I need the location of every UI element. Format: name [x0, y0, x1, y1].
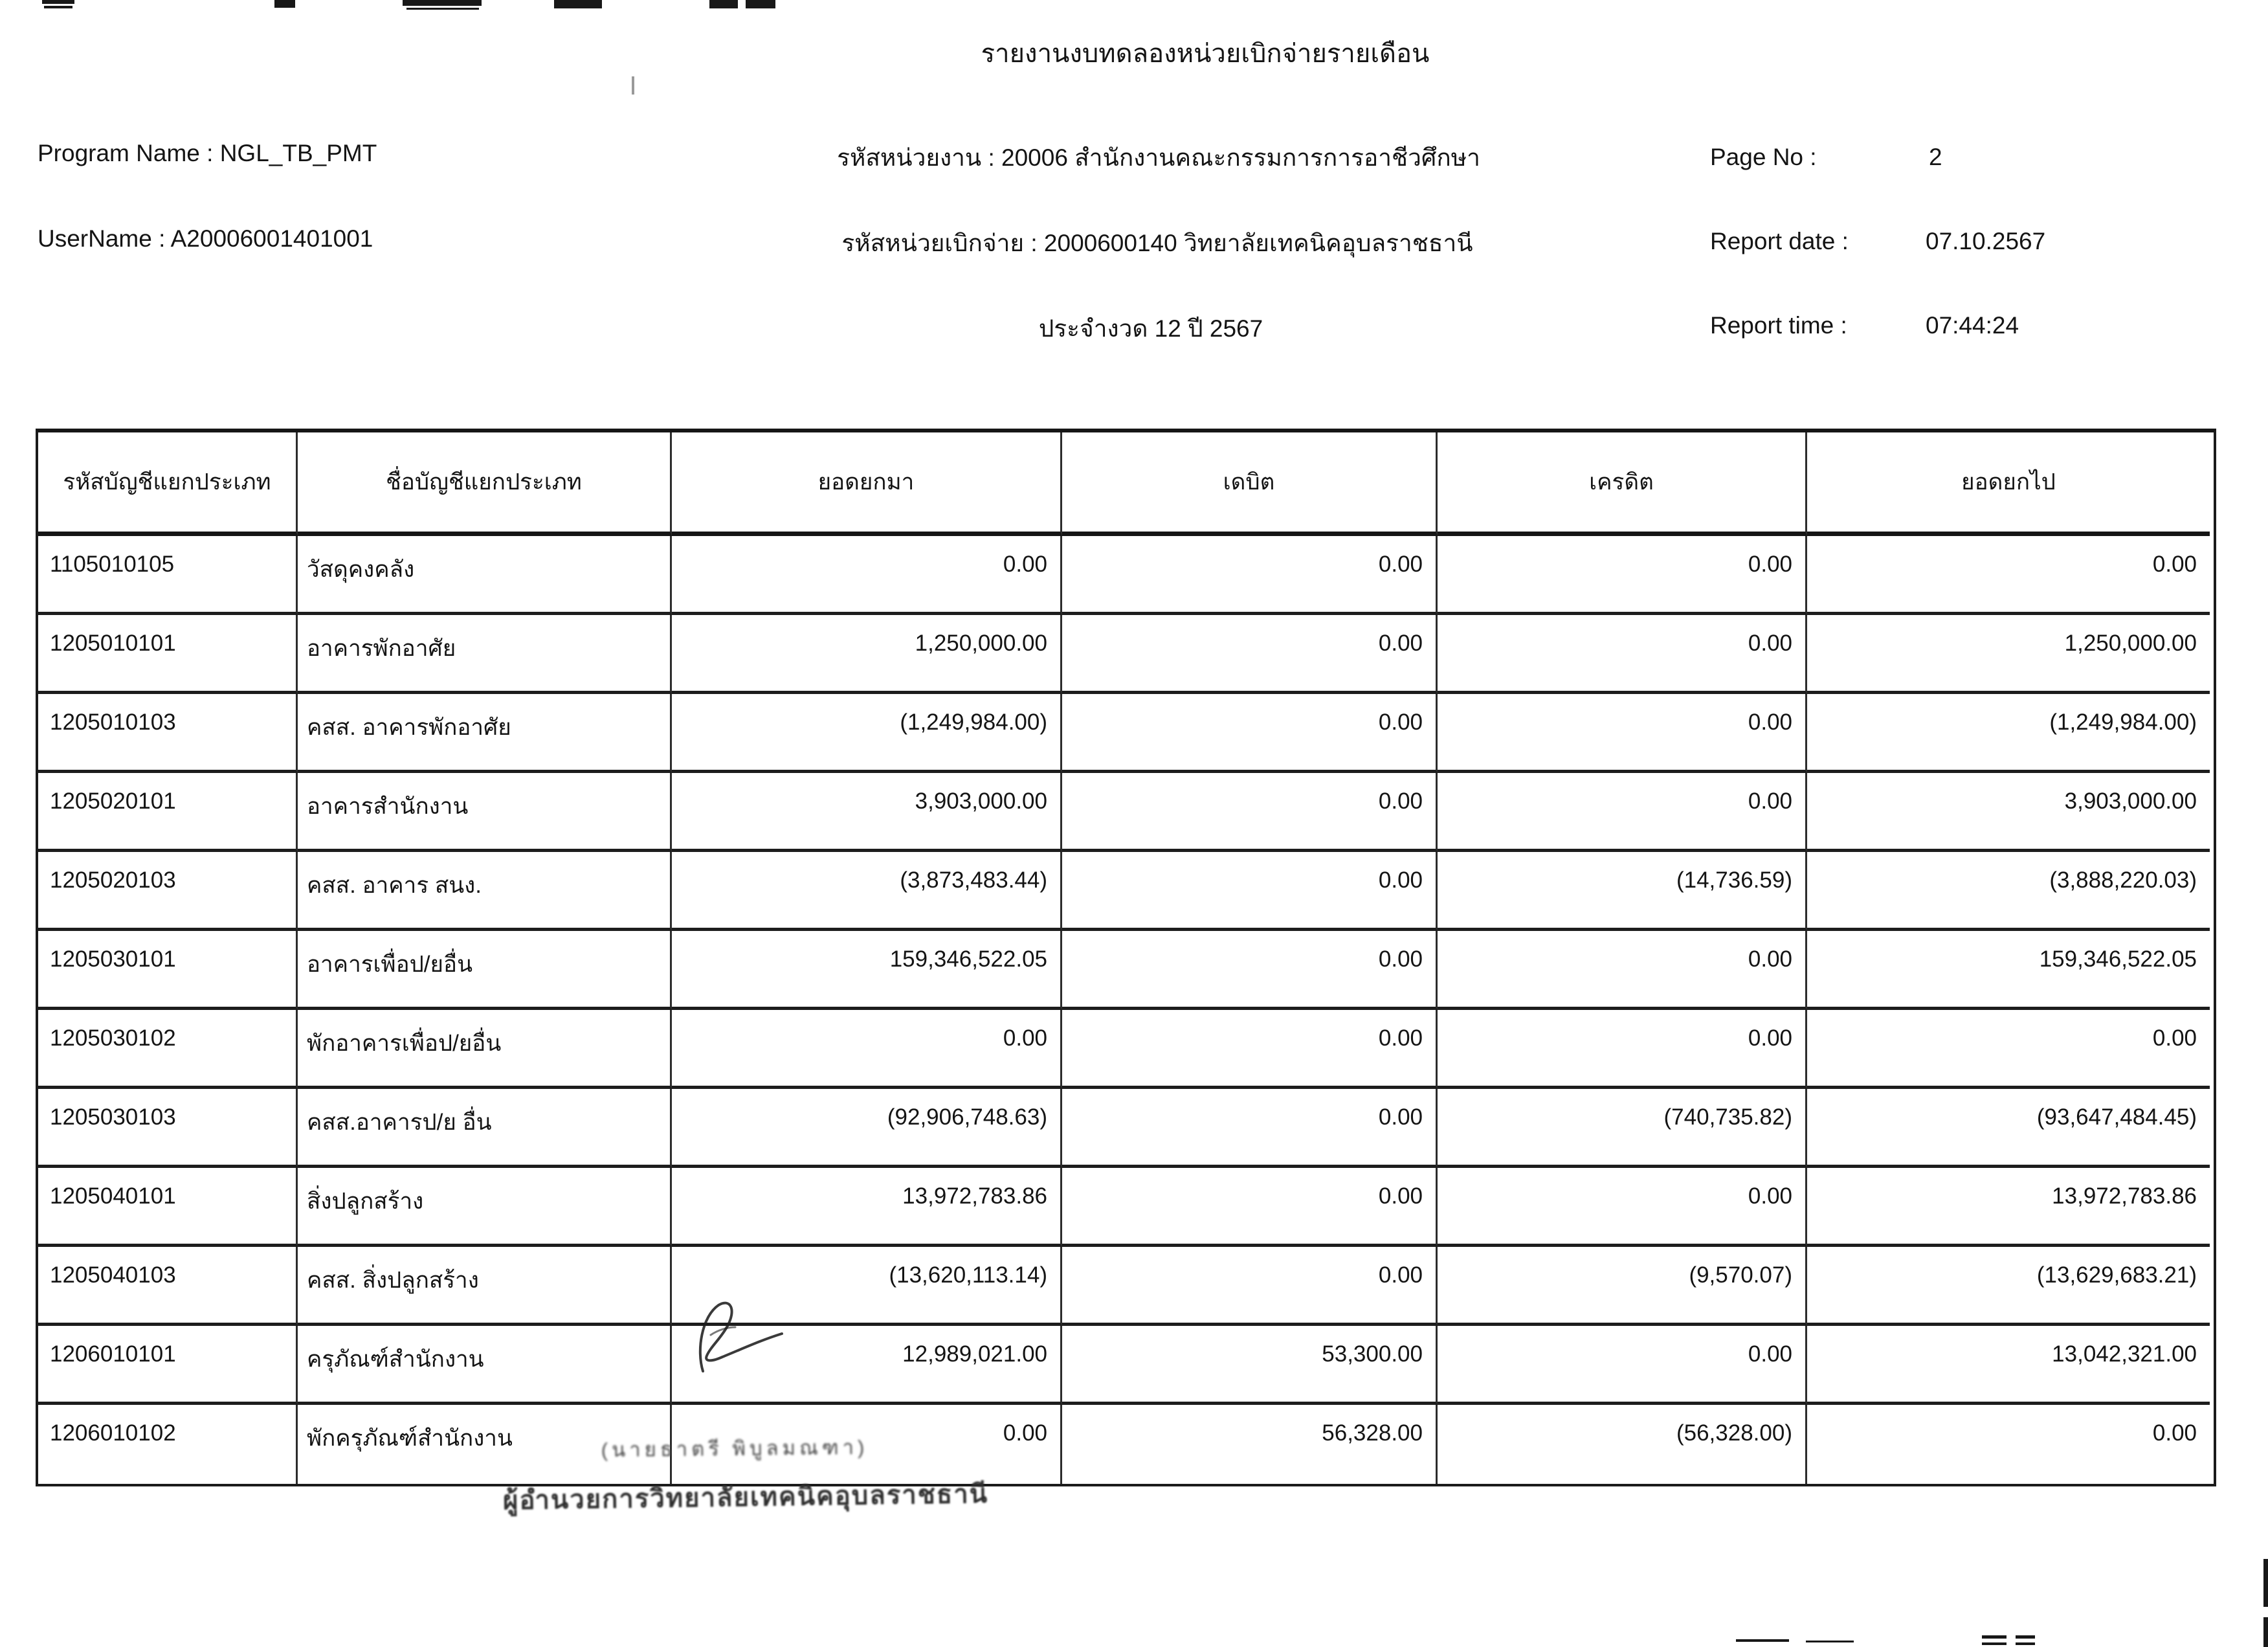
cell-code: 1205030101 — [38, 931, 298, 1010]
cell-debit: 0.00 — [1062, 931, 1438, 1010]
cell-closing: 0.00 — [1807, 1010, 2210, 1089]
cell-debit: 0.00 — [1062, 694, 1438, 773]
cell-name: อาคารเพื่อป/ยอื่น — [298, 931, 672, 1010]
scan-artifact — [746, 0, 775, 8]
cell-code: 1205040101 — [38, 1168, 298, 1247]
scan-artifact — [2263, 1559, 2268, 1607]
cell-code: 1105010105 — [38, 536, 298, 615]
scan-artifact — [42, 0, 74, 4]
cell-debit: 56,328.00 — [1062, 1405, 1438, 1484]
scan-artifact — [709, 0, 738, 8]
table-row — [38, 1168, 2214, 1247]
table-row — [38, 1405, 2214, 1484]
cell-closing: 13,972,783.86 — [1807, 1168, 2210, 1247]
page-no-label: Page No : — [1710, 144, 1817, 170]
page-no-value: 2 — [1929, 144, 1942, 170]
cell-credit: 0.00 — [1438, 1010, 1807, 1089]
cell-code: 1205020103 — [38, 852, 298, 931]
scan-artifact — [274, 0, 295, 8]
scan-artifact — [1806, 1641, 1854, 1642]
stamp-signer-name: (นายธาตรี พิบูลมณฑา) — [601, 1435, 869, 1462]
cell-opening: (13,620,113.14) — [672, 1247, 1062, 1326]
table-row — [38, 931, 2214, 1010]
cell-debit: 0.00 — [1062, 615, 1438, 694]
cell-closing: (93,647,484.45) — [1807, 1089, 2210, 1168]
table-row — [38, 1326, 2214, 1405]
cell-code: 1205040103 — [38, 1247, 298, 1326]
cell-debit: 0.00 — [1062, 536, 1438, 615]
report-date-label: Report date : — [1710, 228, 1849, 254]
scan-artifact — [1982, 1635, 2007, 1639]
cell-credit: 0.00 — [1438, 1326, 1807, 1405]
cell-debit: 0.00 — [1062, 1089, 1438, 1168]
cell-credit: (9,570.07) — [1438, 1247, 1807, 1326]
column-header-opening-balance: ยอดยกมา — [672, 432, 1062, 536]
cell-closing: (13,629,683.21) — [1807, 1247, 2210, 1326]
scan-artifact — [2263, 1617, 2268, 1647]
scan-artifact — [2016, 1642, 2035, 1645]
cell-opening: 13,972,783.86 — [672, 1168, 1062, 1247]
scan-artifact — [2016, 1635, 2035, 1639]
cell-credit: 0.00 — [1438, 694, 1807, 773]
cell-opening: (1,249,984.00) — [672, 694, 1062, 773]
table-row — [38, 1010, 2214, 1089]
scan-artifact — [554, 0, 602, 8]
cell-credit: (740,735.82) — [1438, 1089, 1807, 1168]
table-row — [38, 536, 2214, 615]
cell-name: คสส. อาคารพักอาศัย — [298, 694, 672, 773]
cell-debit: 53,300.00 — [1062, 1326, 1438, 1405]
cell-name: ครุภัณฑ์สำนักงาน — [298, 1326, 672, 1405]
cell-credit: 0.00 — [1438, 1168, 1807, 1247]
cell-opening: 159,346,522.05 — [672, 931, 1062, 1010]
period-line: ประจำงวด 12 ปี 2567 — [1038, 315, 1263, 342]
trial-balance-table — [36, 429, 2216, 1486]
cell-code: 1205030102 — [38, 1010, 298, 1089]
table-row — [38, 615, 2214, 694]
report-title: รายงานงบทดลองหน่วยเบิกจ่ายรายเดือน — [981, 39, 1430, 68]
table-row — [38, 694, 2214, 773]
cell-name: อาคารสำนักงาน — [298, 773, 672, 852]
cell-credit: 0.00 — [1438, 773, 1807, 852]
cell-closing: 1,250,000.00 — [1807, 615, 2210, 694]
scan-artifact — [1736, 1639, 1789, 1642]
scan-artifact — [1982, 1642, 2007, 1645]
cell-code: 1206010101 — [38, 1326, 298, 1405]
unit-line: รหัสหน่วยเบิกจ่าย : 2000600140 วิทยาลัยเทคนิคอุบลราชธานี — [841, 230, 1473, 256]
column-header-credit: เครดิต — [1438, 432, 1807, 536]
report-date-value: 07.10.2567 — [1926, 228, 2046, 254]
stamp-signer-title: ผู้อำนวยการวิทยาลัยเทคนิคอุบลราชธานี — [502, 1479, 989, 1516]
cell-code: 1205010103 — [38, 694, 298, 773]
cell-opening: 3,903,000.00 — [672, 773, 1062, 852]
cell-credit: 0.00 — [1438, 536, 1807, 615]
trial-balance-table-body — [38, 536, 2214, 1484]
cell-name: อาคารพักอาศัย — [298, 615, 672, 694]
program-name: Program Name : NGL_TB_PMT — [38, 140, 377, 166]
username: UserName : A20006001401001 — [38, 225, 373, 252]
report-time-value: 07:44:24 — [1926, 312, 2019, 339]
scan-artifact — [403, 0, 482, 6]
report-time-label: Report time : — [1710, 312, 1847, 339]
cell-code: 1205010101 — [38, 615, 298, 694]
cell-opening: 0.00 — [672, 1405, 1062, 1484]
cell-closing: 3,903,000.00 — [1807, 773, 2210, 852]
column-header-account-code: รหัสบัญชีแยกประเภท — [38, 432, 298, 536]
cell-closing: 159,346,522.05 — [1807, 931, 2210, 1010]
cell-name: คสส.อาคารป/ย อื่น — [298, 1089, 672, 1168]
cell-opening: 0.00 — [672, 1010, 1062, 1089]
org-line: รหัสหน่วยงาน : 20006 สำนักงานคณะกรรมการการอาชีวศึกษา — [837, 144, 1480, 171]
cell-closing: (3,888,220.03) — [1807, 852, 2210, 931]
cell-name: พักครุภัณฑ์สำนักงาน — [298, 1405, 672, 1484]
cell-opening: (92,906,748.63) — [672, 1089, 1062, 1168]
cell-credit: (14,736.59) — [1438, 852, 1807, 931]
scan-artifact — [406, 8, 479, 10]
table-row — [38, 852, 2214, 931]
column-header-closing-balance: ยอดยกไป — [1807, 432, 2210, 536]
cell-debit: 0.00 — [1062, 1010, 1438, 1089]
cell-opening: 12,989,021.00 — [672, 1326, 1062, 1405]
cell-opening: 0.00 — [672, 536, 1062, 615]
cell-name: คสส. สิ่งปลูกสร้าง — [298, 1247, 672, 1326]
cell-credit: (56,328.00) — [1438, 1405, 1807, 1484]
table-header-row — [38, 432, 2214, 536]
table-row — [38, 773, 2214, 852]
cell-code: 1206010102 — [38, 1405, 298, 1484]
cell-closing: 0.00 — [2152, 1420, 2197, 1446]
column-header-account-name: ชื่อบัญชีแยกประเภท — [298, 432, 672, 536]
cell-opening: (3,873,483.44) — [672, 852, 1062, 931]
cell-name: สิ่งปลูกสร้าง — [298, 1168, 672, 1247]
cell-debit: 0.00 — [1062, 773, 1438, 852]
scan-artifact — [632, 76, 634, 95]
cell-closing: 13,042,321.00 — [1807, 1326, 2210, 1405]
cell-debit: 0.00 — [1062, 852, 1438, 931]
cell-credit: 0.00 — [1438, 615, 1807, 694]
cell-debit: 0.00 — [1062, 1168, 1438, 1247]
scan-artifact — [44, 6, 72, 8]
cell-credit: 0.00 — [1438, 931, 1807, 1010]
cell-name: พักอาคารเพื่อป/ยอื่น — [298, 1010, 672, 1089]
cell-name: คสส. อาคาร สนง. — [298, 852, 672, 931]
cell-code: 1205020101 — [38, 773, 298, 852]
table-row — [38, 1089, 2214, 1168]
cell-closing: 0.00 — [1807, 536, 2210, 615]
cell-opening: 1,250,000.00 — [672, 615, 1062, 694]
cell-closing: (1,249,984.00) — [1807, 694, 2210, 773]
cell-name: วัสดุคงคลัง — [298, 536, 672, 615]
cell-debit: 0.00 — [1062, 1247, 1438, 1326]
table-row — [38, 1247, 2214, 1326]
column-header-debit: เดบิต — [1062, 432, 1438, 536]
cell-code: 1205030103 — [38, 1089, 298, 1168]
